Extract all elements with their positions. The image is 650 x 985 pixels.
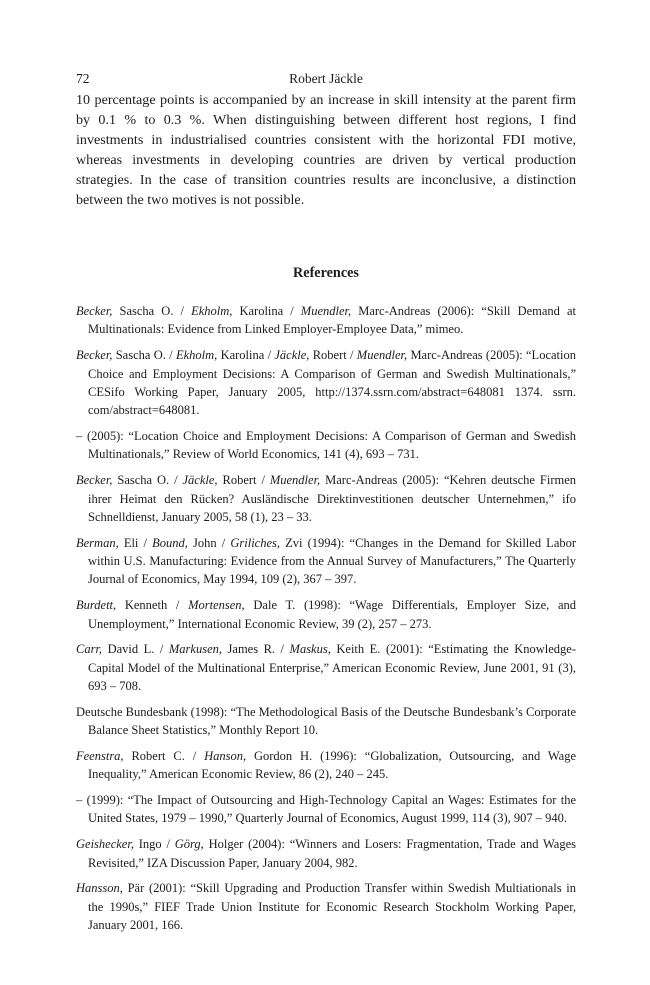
author-surname: Becker, (76, 304, 113, 318)
author-surname: Bound, (152, 535, 188, 550)
reference-entry: Becker, Sascha O. / Ekholm, Karolina / Muendler, Marc-Andreas (2006): “Skill Demand at Multinationals: Evidence from Linked Employer-Employee Data,” mimeo. (76, 304, 577, 337)
reference-entry: Burdett, Kenneth / Mortensen, Dale T. (1998): “Wage Differentials, Employer Size, and Unemployment,” International Economic Review, 39 (2), 257 – 273. (76, 598, 577, 631)
author-given-name: Marc-Andreas (358, 304, 431, 318)
author-given-name: Keith E. (336, 642, 381, 657)
page-number: 72 (76, 71, 90, 86)
reference-text: (2006): “Skill Demand at Multinationals: Evidence from Linked Employer-Employee Data,” mimeo. (88, 304, 577, 337)
author-given-name: Kenneth (124, 598, 168, 613)
author-given-name: Marc-Andreas (325, 473, 398, 488)
author-given-name: Dale T. (253, 598, 296, 613)
author-given-name: James R. (227, 642, 276, 657)
reference-text: – (1999): “The Impact of Outsourcing and High-Technology Capital an Wages: Estimates for the United States, 1979 – 1990,” Quarterly Journal of Economics, August 1999, 114 (3), 907 – 940. (76, 793, 576, 826)
reference-entry: Carr, David L. / Markusen, James R. / Maskus, Keith E. (2001): “Estimating the Knowledge-Capital Model of the Multinational Enterprise,” American Economic Review, June 2001, 91 (3), 693 – 708. (76, 642, 577, 694)
author-surname: Markusen, (168, 642, 223, 657)
author-surname: Ekholm, (191, 304, 233, 318)
page-header (76, 64, 576, 90)
reference-text: – (2005): “Location Choice and Employment Decisions: A Comparison of German and Swedish Multinationals,” Review of World Economics, 141 (4), 693 – 731. (76, 429, 576, 462)
author-given-name: John (193, 535, 217, 550)
reference-text: (2005): “Location Choice and Employment Decisions: A Comparison of German and Swedish Multinationals,” CESifo Working Paper, January 2005, http://1374.ssrn.com/abstract=648081 1374. ssrn. com/abstract=648081. (88, 348, 576, 418)
reference-text: (1996): “Globalization, Outsourcing, and Wage Inequality,” American Economic Review, 86 (2), 240 – 245. (88, 748, 577, 782)
references-heading: References (293, 265, 359, 281)
author-surname: Feenstra, (76, 748, 124, 763)
author-surname: Hanson, (204, 748, 247, 763)
author-given-name: Marc-Andreas (410, 348, 483, 363)
reference-text: (1998): “Wage Differentials, Employer Size, and Unemployment,” International Economic Review, 39 (2), 257 – 273. (88, 598, 577, 631)
author-given-name: Zvi (285, 535, 303, 550)
author-given-name: David L. (107, 642, 155, 657)
author-given-name: Robert (312, 348, 347, 363)
author-given-name: Karolina (220, 348, 265, 363)
reference-entry: Berman, Eli / Bound, John / Griliches, Zvi (1994): “Changes in the Demand for Skilled Labor within U.S. Manufacturing: Evidence from the Annual Survey of Manufacturers,” The Quarterly Journal of Economics, May 1994, 109 (2), 367 – 397. (76, 535, 577, 587)
page (76, 64, 576, 942)
reference-text: (2005): “Kehren deutsche Firmen ihrer Heimat den Rücken? Ausländische Direktinvestitionen deutscher Unternehmen,” ifo Schnelldienst, January 2005, 58 (1), 23 – 33. (88, 473, 577, 524)
author-surname: Muendler, (300, 304, 352, 318)
author-surname: Görg, (174, 837, 204, 852)
author-given-name: Robert C. (131, 748, 185, 763)
author-surname: Jäckle, (274, 348, 310, 363)
body-paragraph: 10 percentage points is accompanied by an increase in skill intensity at the parent firm by 0.1 % to 0.3 %. When distinguishing between different host regions, I find investments in industrialised countries consistent with the horizontal FDI motive, whereas investments in developing countries are driven by vertical production strategies. In the case of transition countries results are inconclusive, a distinction between the two motives is not possible. (76, 92, 576, 208)
reference-entry: Becker, Sascha O. / Jäckle, Robert / Muendler, Marc-Andreas (2005): “Kehren deutsche Firmen ihrer Heimat den Rücken? Ausländische Direktinvestitionen deutscher Unternehmen,” ifo Schnelldienst, January 2005, 58 (1), 23 – 33. (76, 473, 577, 524)
reference-text: (2004): “Winners and Losers: Fragmentation, Trade and Wages Revisited,” IZA Discussion Paper, January 2004, 982. (88, 837, 577, 870)
author-given-name: Sascha O. (119, 304, 174, 318)
author-given-name: Ingo (138, 837, 162, 852)
reference-list (76, 302, 576, 934)
author-surname: Muendler, (269, 473, 321, 488)
reference-text: (1994): “Changes in the Demand for Skilled Labor within U.S. Manufacturing: Evidence from the Annual Survey of Manufacturers,” The Quarterly Journal of Economics, May 1994, 109 (2), 367 – 397. (88, 535, 577, 587)
author-given-name: Sascha O. (115, 348, 166, 363)
author-given-name: Pär (127, 881, 145, 896)
reference-entry (76, 791, 576, 828)
author-surname: Carr, (76, 642, 103, 657)
author-surname: Jäckle, (182, 473, 218, 488)
author-given-name: Karolina (239, 304, 284, 318)
author-surname: Geishecker, (76, 837, 134, 852)
reference-entry (76, 703, 576, 740)
reference-text: (2001): “Skill Upgrading and Production Transfer within Swedish Multiationals in the 1990s,” FIEF Trade Union Institute for Economic Research Stockholm Working Paper, January 2001, 166. (88, 881, 576, 933)
reference-entry: Feenstra, Robert C. / Hanson, Gordon H. (1996): “Globalization, Outsourcing, and Wage Inequality,” American Economic Review, 86 (2), 240 – 245. (76, 748, 577, 782)
author-surname: Griliches, (230, 535, 281, 550)
author-surname: Muendler, (356, 348, 408, 363)
reference-entry: Geishecker, Ingo / Görg, Holger (2004): “Winners and Losers: Fragmentation, Trade and Wages Revisited,” IZA Discussion Paper, January 2004, 982. (76, 837, 577, 870)
running-head: Robert Jäckle (289, 71, 363, 86)
reference-entry (76, 879, 576, 934)
reference-text: Deutsche Bundesbank (1998): “The Methodological Basis of the Deutsche Bundesbank’s Corporate Balance Sheet Statistics,” Monthly Report 10. (76, 704, 576, 738)
author-given-name: Gordon H. (253, 748, 313, 763)
author-given-name: Robert (222, 473, 257, 488)
reference-text: (2001): “Estimating the Knowledge-Capital Model of the Multinational Enterprise,” American Economic Review, June 2001, 91 (3), 693 – 708. (88, 642, 577, 694)
author-given-name: Sascha O. (117, 473, 170, 488)
author-surname: Burdett, (76, 598, 117, 613)
author-surname: Hansson, (76, 881, 123, 896)
author-surname: Ekholm, (175, 348, 218, 363)
author-given-name: Holger (208, 837, 244, 852)
reference-entry: Becker, Sascha O. / Ekholm, Karolina / Jäckle, Robert / Muendler, Marc-Andreas (2005): “Location Choice and Employment Decisions: A Comparison of German and Swedish Multinationals,” CESifo Working Paper, January 2005, http://1374.ssrn.com/abstract=648081 1374. ssrn. com/abstract=648081. (76, 348, 576, 418)
reference-entry (76, 427, 576, 464)
author-surname: Becker, (76, 473, 113, 488)
author-given-name: Eli (123, 535, 139, 550)
author-surname: Becker, (76, 348, 113, 363)
author-surname: Berman, (76, 535, 119, 550)
author-surname: Mortensen, (188, 598, 245, 613)
author-surname: Maskus, (289, 642, 331, 657)
